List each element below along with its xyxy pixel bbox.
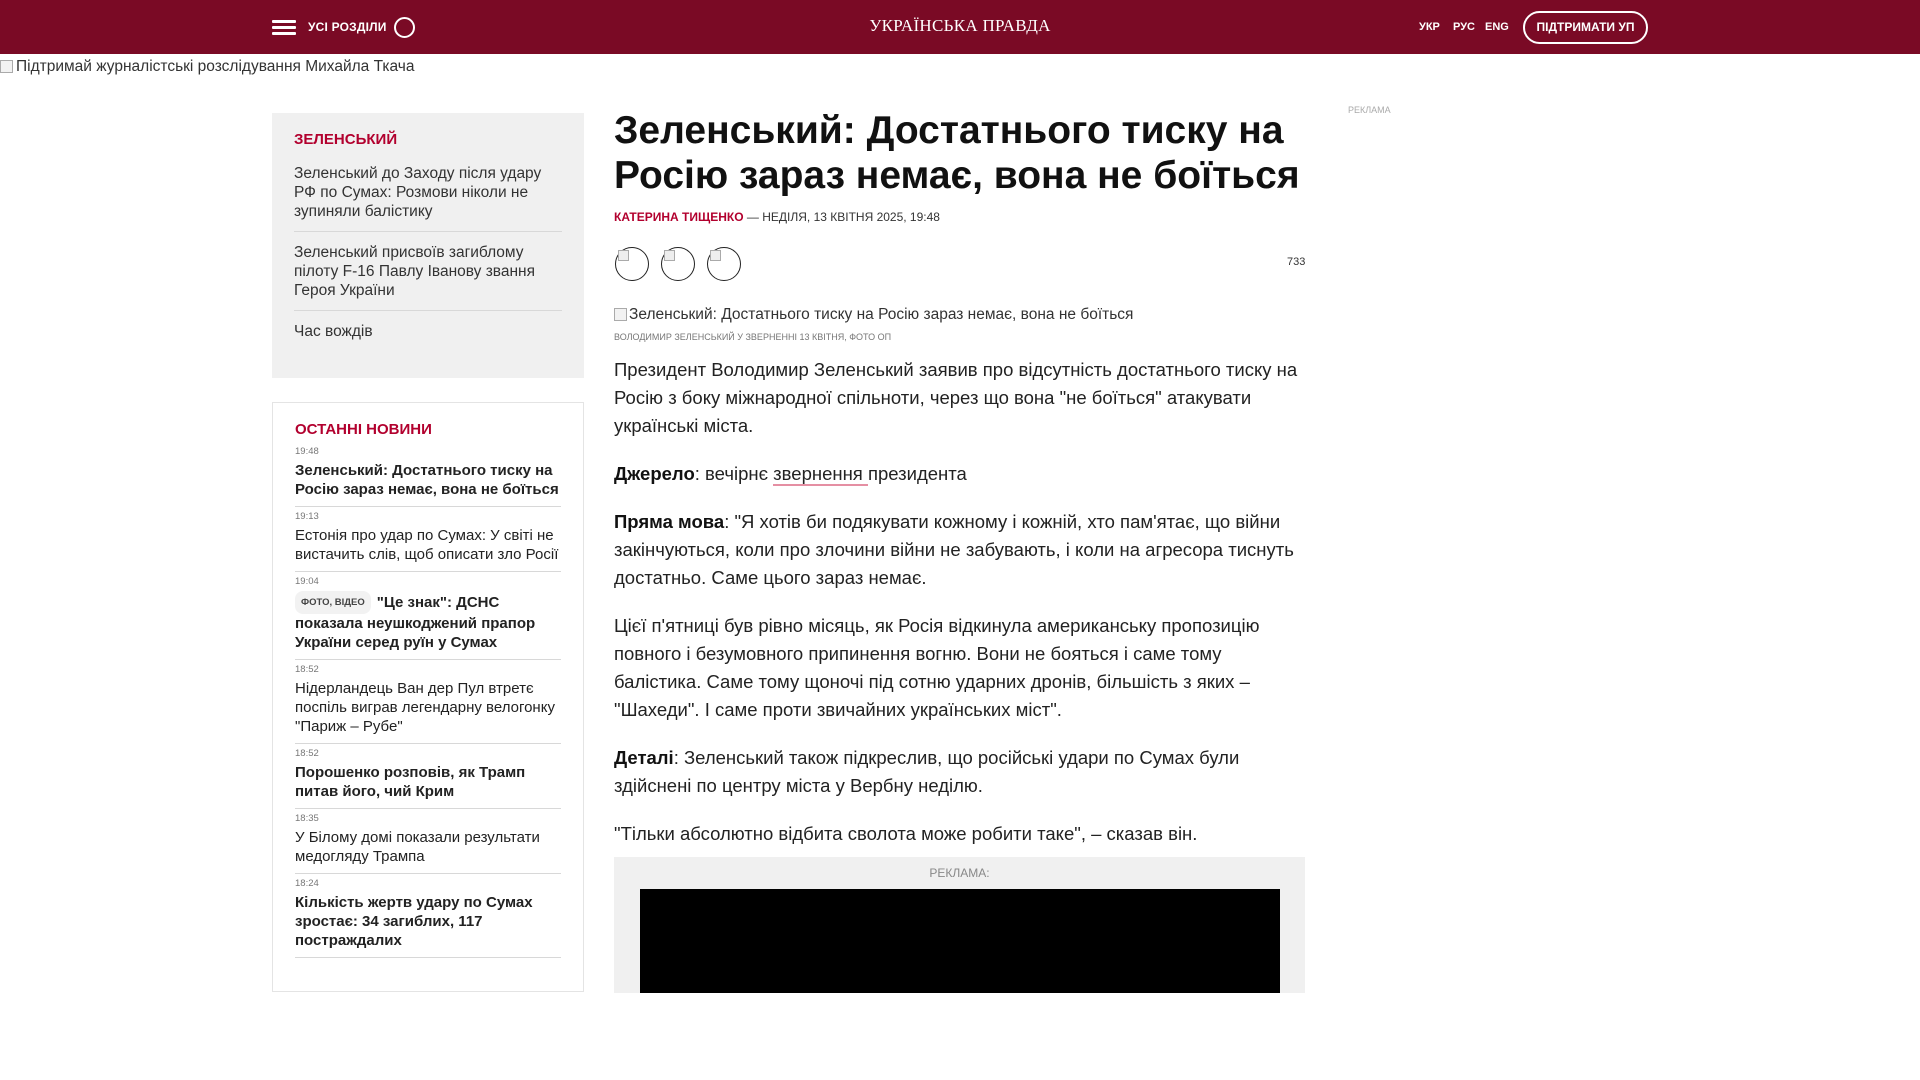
related-tag-box (272, 113, 584, 378)
news-item[interactable] (295, 442, 561, 507)
news-headline[interactable]: Естонія про удар по Сумах: У світі не вистачить слів, щоб описати зло Росії (295, 527, 559, 563)
site-logo[interactable]: УКРАЇНСЬКА ПРАВДА (869, 16, 1051, 35)
promo-banner-text: Підтримай журналістські розслідування Михайла Ткача (16, 58, 415, 75)
share-facebook-icon[interactable] (615, 247, 649, 281)
source-text-end: президента (867, 463, 967, 484)
news-time: 19:48 (295, 446, 319, 457)
related-item[interactable]: Зеленський до Заходу після удару РФ по Сумах: Розмови ніколи не зупиняли балістику (294, 164, 562, 232)
broken-image-icon (710, 250, 721, 261)
news-headline[interactable]: Порошенко розповів, як Трамп питав його, чий Крим (295, 764, 526, 800)
news-headline[interactable]: Зеленський: Достатнього тиску на Росію зараз немає, вона не боїться (295, 462, 559, 498)
news-item[interactable] (295, 572, 561, 660)
inline-ad-block (614, 857, 1305, 993)
source-link[interactable]: звернення (773, 463, 868, 484)
views-count: 733 (1287, 256, 1306, 268)
news-time: 18:52 (295, 664, 319, 675)
broken-image-icon (0, 60, 13, 73)
article-paragraph: "Тільки абсолютно відбита сволота може робити таке", – сказав він. (614, 823, 1198, 844)
lang-eng[interactable]: ENG (1485, 21, 1509, 33)
news-headline[interactable]: Кількість жертв удару по Сумах зростає: 34 загиблих, 117 постраждалих (295, 894, 533, 949)
news-item[interactable] (295, 874, 561, 958)
article-byline (614, 210, 940, 224)
details-text: : Зеленський також підкреслив, що російські удари по Сумах були здійснені по центру міста у Вербну неділю. (614, 747, 1240, 796)
news-tag-badge: ФОТО, ВІДЕО (295, 591, 371, 614)
lang-rus[interactable]: РУС (1453, 21, 1475, 33)
news-item[interactable] (295, 809, 561, 874)
tag-title[interactable]: ЗЕЛЕНСЬКИЙ (294, 131, 398, 148)
news-headline[interactable]: У Білому домі показали результати медогляду Трампа (295, 829, 540, 865)
article-paragraph-details (614, 744, 1308, 800)
article-paragraph-quote (614, 508, 1308, 592)
quote-label: Пряма мова (614, 511, 725, 532)
promo-banner[interactable] (0, 58, 415, 76)
share-telegram-icon[interactable] (707, 247, 741, 281)
news-time: 19:13 (295, 511, 319, 522)
ad-label: РЕКЛАМА: (929, 866, 990, 880)
news-item[interactable] (295, 507, 561, 572)
article-headline: Зеленський: Достатнього тиску на Росію зараз немає, вона не боїться (614, 109, 1300, 197)
article-paragraph: Президент Володимир Зеленський заявив про відсутність достатнього тиску на Росію з боку міжнародної спільноти, через що вона "не боїться" атакувати українські міста. (614, 359, 1298, 436)
news-time: 18:24 (295, 878, 319, 889)
ad-video-player[interactable] (640, 889, 1280, 993)
lang-ukr[interactable]: УКР (1419, 21, 1440, 33)
news-time: 19:04 (295, 576, 319, 587)
side-ad-label: РЕКЛАМА (1348, 105, 1391, 115)
news-time: 18:35 (295, 813, 319, 824)
article-paragraph-source (614, 460, 1308, 488)
latest-news-title: ОСТАННІ НОВИНИ (295, 421, 432, 438)
article-paragraph: Цієї п'ятниці був рівно місяць, як Росія відкинула американську пропозицію повного і безумовного припинення вогню. Вони не бояться і саме тому балістика. Саме тому щоночі під сотню ударних дронів, більшість з яких – "Шахеди". І саме проти звичайних українських міст". (614, 615, 1260, 720)
news-item[interactable] (295, 660, 561, 744)
article-photo (614, 306, 1133, 324)
top-navigation-bar (0, 0, 1920, 54)
share-twitter-icon[interactable] (661, 247, 695, 281)
related-item[interactable]: Зеленський присвоїв загиблому пілоту F-16 Павлу Іванову звання Героя України (294, 243, 562, 311)
author-link[interactable]: КАТЕРИНА ТИЩЕНКО (614, 210, 744, 224)
news-headline-with-tag[interactable] (295, 591, 561, 652)
related-item[interactable]: Час вождів (294, 323, 373, 340)
broken-image-icon (614, 308, 627, 321)
source-label: Джерело (614, 463, 695, 484)
news-headline[interactable]: Нідерландець Ван дер Пул втретє поспіль виграв легендарну велогонку "Париж – Рубе" (295, 680, 555, 735)
photo-caption: ВОЛОДИМИР ЗЕЛЕНСЬКИЙ У ЗВЕРНЕННІ 13 КВІТНЯ, ФОТО ОП (614, 332, 892, 342)
broken-image-icon (618, 250, 629, 261)
latest-news-box (272, 402, 584, 992)
news-headline[interactable]: "Це знак": ДСНС показала неушкоджений прапор України серед руїн у Сумах (295, 594, 536, 651)
support-button[interactable]: ПІДТРИМАТИ УП (1523, 11, 1648, 44)
article-body (614, 356, 1308, 868)
article-date: — НЕДІЛЯ, 13 КВІТНЯ 2025, 19:48 (746, 210, 940, 224)
quote-text: : "Я хотів би подякувати кожному і кожній, хто пам'ятає, що війни закінчуються, коли про злочини війни не забувають, і коли на агресора тиснуть достатньо. Саме цього зараз немає. (614, 511, 1294, 588)
details-label: Деталі (614, 747, 674, 768)
source-text: : вечірнє (694, 463, 774, 484)
news-item[interactable] (295, 744, 561, 809)
news-time: 18:52 (295, 748, 319, 759)
all-sections-link[interactable]: УСІ РОЗДІЛИ (308, 20, 387, 34)
broken-image-icon (664, 250, 675, 261)
photo-alt-text: Зеленський: Достатнього тиску на Росію зараз немає, вона не боїться (629, 306, 1134, 323)
